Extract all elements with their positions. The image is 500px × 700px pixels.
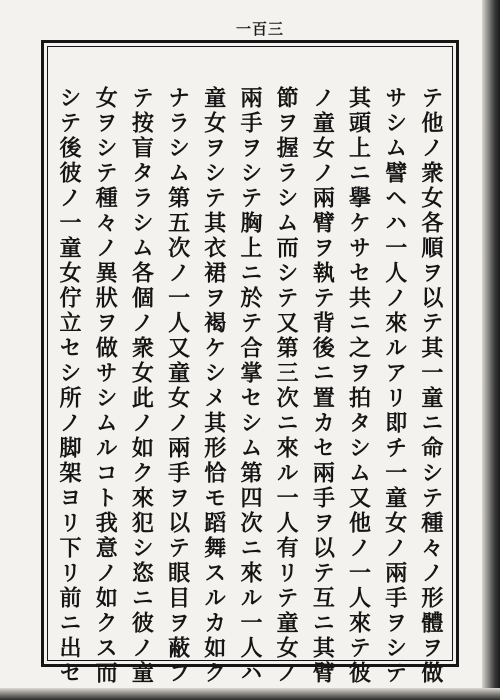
text-column-7: 童女ヲシテ其衣裙ヲ褐ケシメ其形恰モ蹈舞スルカ如ク	[200, 86, 227, 686]
page-edge-shadow-bottom	[0, 688, 500, 700]
text-column-11: シテ後彼ノ一童女佇立セシ所ノ脚架ヨリ下リ前ニ出セ	[56, 86, 82, 686]
text-column-1: テ他ノ衆女各順ヲ以テ其一童ニ命シテ種々ノ形體ヲ做	[417, 86, 444, 686]
page-edge-shadow-right	[482, 0, 500, 700]
text-column-9: テ按盲タラシム各個ノ衆女此ノ如ク來犯シ恣ニ彼ノ童	[128, 86, 155, 686]
text-column-2: サシム譬ヘハ一人ノ來ルアリ即チ一童女ノ兩手ヲシテ	[381, 86, 408, 686]
text-column-6: 兩手ヲシテ胸上ニ於テ合掌セシム第四次ニ來ル一人ハ	[236, 86, 263, 686]
text-column-10: 女ヲシテ種々ノ異狀ヲ做サシムルコト我意ノ如クス而	[92, 86, 119, 686]
text-column-3: 其頭上ニ擧ケサセ共ニ之ヲ拍タシム又他ノ一人來テ彼	[345, 86, 372, 686]
text-column-8: ナラシム第五次ノ一人又童女ノ兩手ヲ以テ眼目ヲ蔽フ	[164, 86, 191, 686]
vertical-text-block	[52, 86, 448, 686]
text-column-5: 節ヲ握ラシム而シテ又第三次ニ來ル一人有リテ童女ノ	[273, 86, 300, 686]
page-number: 一百三	[235, 20, 284, 38]
text-column-4: ノ童女ノ兩臂ヲ執テ背後ニ置カセ兩手ヲ以テ互ニ其臂	[309, 86, 336, 686]
